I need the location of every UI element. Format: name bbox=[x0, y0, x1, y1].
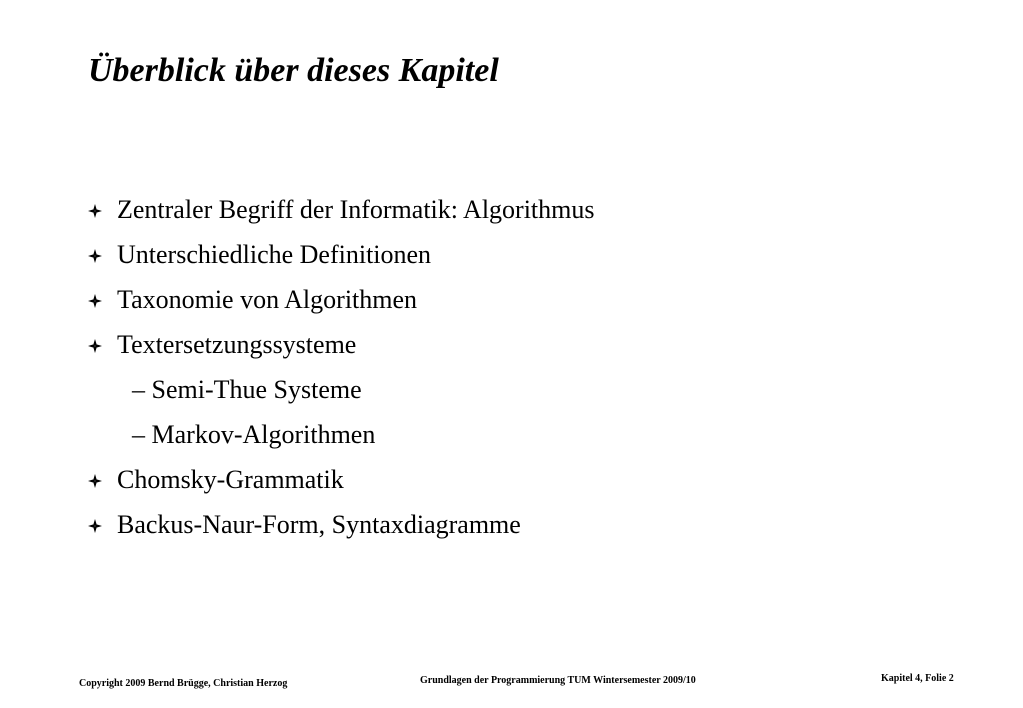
footer-copyright: Copyright 2009 Bernd Brügge, Christian Herzog bbox=[79, 678, 288, 689]
bullet-text: Textersetzungssysteme bbox=[117, 330, 357, 359]
diamond-bullet-icon bbox=[88, 339, 102, 353]
footer-page-number: Kapitel 4, Folie 2 bbox=[881, 673, 954, 684]
bullet-text: Backus-Naur-Form, Syntaxdiagramme bbox=[117, 510, 521, 539]
sub-bullet-text: – Markov-Algorithmen bbox=[132, 420, 376, 449]
diamond-bullet-icon bbox=[88, 204, 102, 218]
footer-course: Grundlagen der Programmierung TUM Wintersemester 2009/10 bbox=[420, 675, 696, 686]
diamond-bullet-icon bbox=[88, 519, 102, 533]
bullet-text: Chomsky-Grammatik bbox=[117, 465, 344, 494]
bullet-text: Unterschiedliche Definitionen bbox=[117, 240, 432, 269]
diamond-bullet-icon bbox=[88, 294, 102, 308]
slide-title: Überblick über dieses Kapitel bbox=[88, 52, 499, 89]
bullet-text: Taxonomie von Algorithmen bbox=[117, 285, 418, 314]
diamond-bullet-icon bbox=[88, 474, 102, 488]
sub-bullet-text: – Semi-Thue Systeme bbox=[132, 375, 362, 404]
bullet-text: Zentraler Begriff der Informatik: Algorithmus bbox=[117, 195, 595, 224]
diamond-bullet-icon bbox=[88, 249, 102, 263]
